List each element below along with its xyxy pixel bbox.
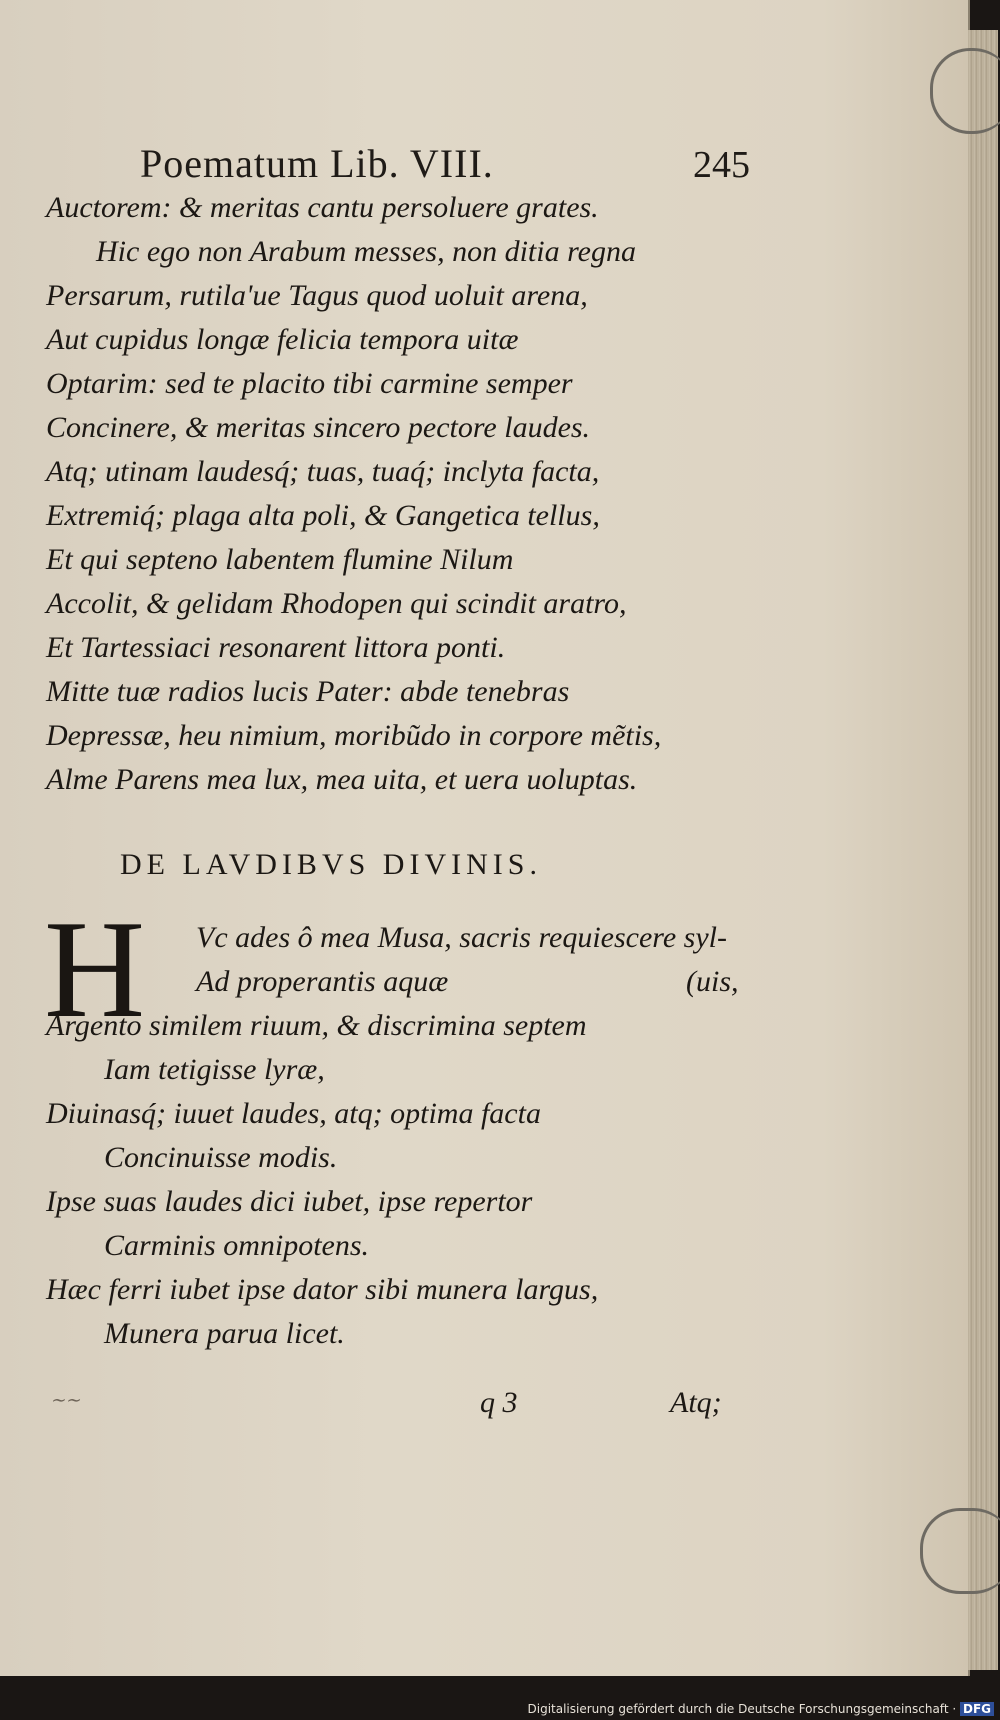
drop-cap: H bbox=[44, 892, 146, 1047]
verse-block-top bbox=[46, 186, 746, 802]
page-footer bbox=[50, 1386, 750, 1430]
running-title: Poematum Lib. VIII. bbox=[140, 141, 494, 186]
poem-body bbox=[46, 916, 746, 1356]
page-edges bbox=[968, 30, 998, 1670]
verse-line: Mitte tuæ radios lucis Pater: abde tenebras bbox=[46, 675, 570, 708]
running-head bbox=[140, 140, 750, 187]
verse-line: Vc ades ô mea Musa, sacris requiescere syl- bbox=[196, 921, 727, 954]
credit-text: Digitalisierung gefördert durch die Deutsche Forschungsgemeinschaft · bbox=[527, 1702, 957, 1716]
verse-line: Accolit, & gelidam Rhodopen qui scindit aratro, bbox=[46, 587, 627, 620]
verse-line: Persarum, rutila'ue Tagus quod uoluit arena, bbox=[46, 279, 588, 312]
verse-line: Iam tetigisse lyræ, bbox=[104, 1053, 325, 1086]
verse-turnover: (uis, bbox=[686, 965, 739, 998]
verse-line: Extremiq́; plaga alta poli, & Gangetica tellus, bbox=[46, 499, 600, 532]
section-heading: DE LAVDIBVS DIVINIS. bbox=[120, 848, 542, 881]
verse-line: Carminis omnipotens. bbox=[104, 1229, 370, 1262]
ink-mark: ∼∼ bbox=[50, 1390, 81, 1410]
verse-line: Ipse suas laudes dici iubet, ipse repertor bbox=[46, 1185, 533, 1218]
clasp-bottom bbox=[920, 1508, 1000, 1594]
verse-line: Argento similem riuum, & discrimina septem bbox=[46, 1009, 587, 1042]
clasp-top bbox=[930, 48, 1000, 134]
verse-line: Auctorem: & meritas cantu persoluere grates. bbox=[46, 191, 599, 224]
verse-line: Hæc ferri iubet ipse dator sibi munera largus, bbox=[46, 1273, 599, 1306]
verse-line: Munera parua licet. bbox=[104, 1317, 345, 1350]
verse-line: Optarim: sed te placito tibi carmine semper bbox=[46, 367, 573, 400]
verse-line: Concinuisse modis. bbox=[104, 1141, 338, 1174]
verse-line: Alme Parens mea lux, mea uita, et uera uoluptas. bbox=[46, 763, 638, 796]
digitization-credit bbox=[528, 1702, 994, 1716]
verse-line: Depressæ, heu nimium, moribũdo in corpore mẽtis, bbox=[46, 719, 662, 752]
catchword: Atq; bbox=[670, 1386, 722, 1419]
verse-line: Aut cupidus longæ felicia tempora uitæ bbox=[46, 323, 519, 356]
verse-line: Diuinasq́; iuuet laudes, atq; optima facta bbox=[46, 1097, 541, 1130]
dfg-logo: DFG bbox=[960, 1702, 994, 1716]
page-number: 245 bbox=[693, 144, 750, 186]
verse-line: Et qui septeno labentem flumine Nilum bbox=[46, 543, 514, 576]
verse-line: Et Tartessiaci resonarent littora ponti. bbox=[46, 631, 506, 664]
verse-line-start: Ad properantis aquæ bbox=[196, 965, 449, 998]
verse-line: Atq; utinam laudesq́; tuas, tuaq́; inclyta facta, bbox=[46, 455, 600, 488]
verse-line bbox=[46, 960, 746, 1004]
verse-line: Hic ego non Arabum messes, non ditia regna bbox=[96, 235, 636, 268]
verse-line: Concinere, & meritas sincero pectore laudes. bbox=[46, 411, 591, 444]
signature-mark: q 3 bbox=[480, 1386, 518, 1419]
